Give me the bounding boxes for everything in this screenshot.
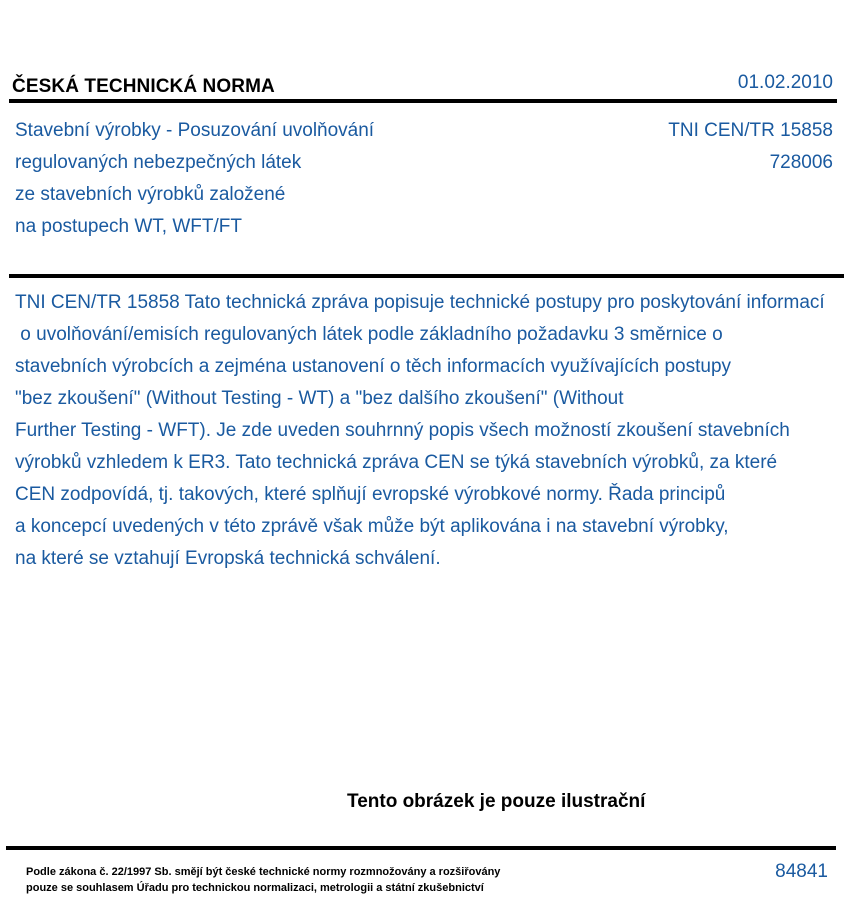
abstract-line: "bez zkoušení" (Without Testing - WT) a "bez dalšího zkoušení" (Without — [15, 388, 624, 409]
illustration-disclaimer: Tento obrázek je pouze ilustrační — [347, 791, 646, 812]
abstract-line: o uvolňování/emisích regulovaných látek podle základního požadavku 3 směrnice o — [15, 324, 723, 345]
standard-title — [15, 115, 374, 243]
legal-notice-line: pouze se souhlasem Úřadu pro technickou normalizaci, metrologii a státní zkušebnictví — [26, 882, 484, 894]
abstract-line: Further Testing - WFT). Je zde uveden souhrnný popis všech možností zkoušení stavebních — [15, 420, 790, 441]
abstract-text — [15, 287, 865, 575]
abstract-line: TNI CEN/TR 15858 Tato technická zpráva popisuje technické postupy pro poskytování informací — [15, 292, 825, 313]
abstract-line: stavebních výrobcích a zejména ustanovení o těch informacích využívajících postupy — [15, 356, 732, 377]
standard-title-line: na postupech WT, WFT/FT — [15, 216, 242, 237]
abstract-line: CEN zodpovídá, tj. takových, které splňují evropské výrobkové normy. Řada principů — [15, 484, 726, 505]
standard-title-line: regulovaných nebezpečných látek — [15, 152, 302, 173]
abstract-line: na které se vztahují Evropská technická schválení. — [15, 548, 441, 569]
footer-divider — [6, 846, 836, 850]
standard-identifiers — [668, 115, 833, 179]
standard-title-line: ze stavebních výrobků založené — [15, 184, 286, 205]
classification-number: 728006 — [769, 152, 833, 173]
section-divider — [9, 274, 844, 278]
document-code: 84841 — [775, 861, 828, 882]
document-heading: ČESKÁ TECHNICKÁ NORMA — [12, 76, 275, 97]
publication-date: 01.02.2010 — [737, 72, 833, 93]
standard-designation: TNI CEN/TR 15858 — [668, 120, 833, 141]
legal-notice-line: Podle zákona č. 22/1997 Sb. smějí být české technické normy rozmnožovány a rozšiřovány — [26, 866, 501, 878]
legal-notice — [26, 864, 500, 896]
abstract-line: a koncepcí uvedených v této zprávě však může být aplikována i na stavební výrobky, — [15, 516, 729, 537]
abstract-line: výrobků vzhledem k ER3. Tato technická zpráva CEN se týká stavebních výrobků, za které — [15, 452, 778, 473]
standard-title-line: Stavební výrobky - Posuzování uvolňování — [15, 120, 375, 141]
header-divider — [9, 99, 837, 103]
